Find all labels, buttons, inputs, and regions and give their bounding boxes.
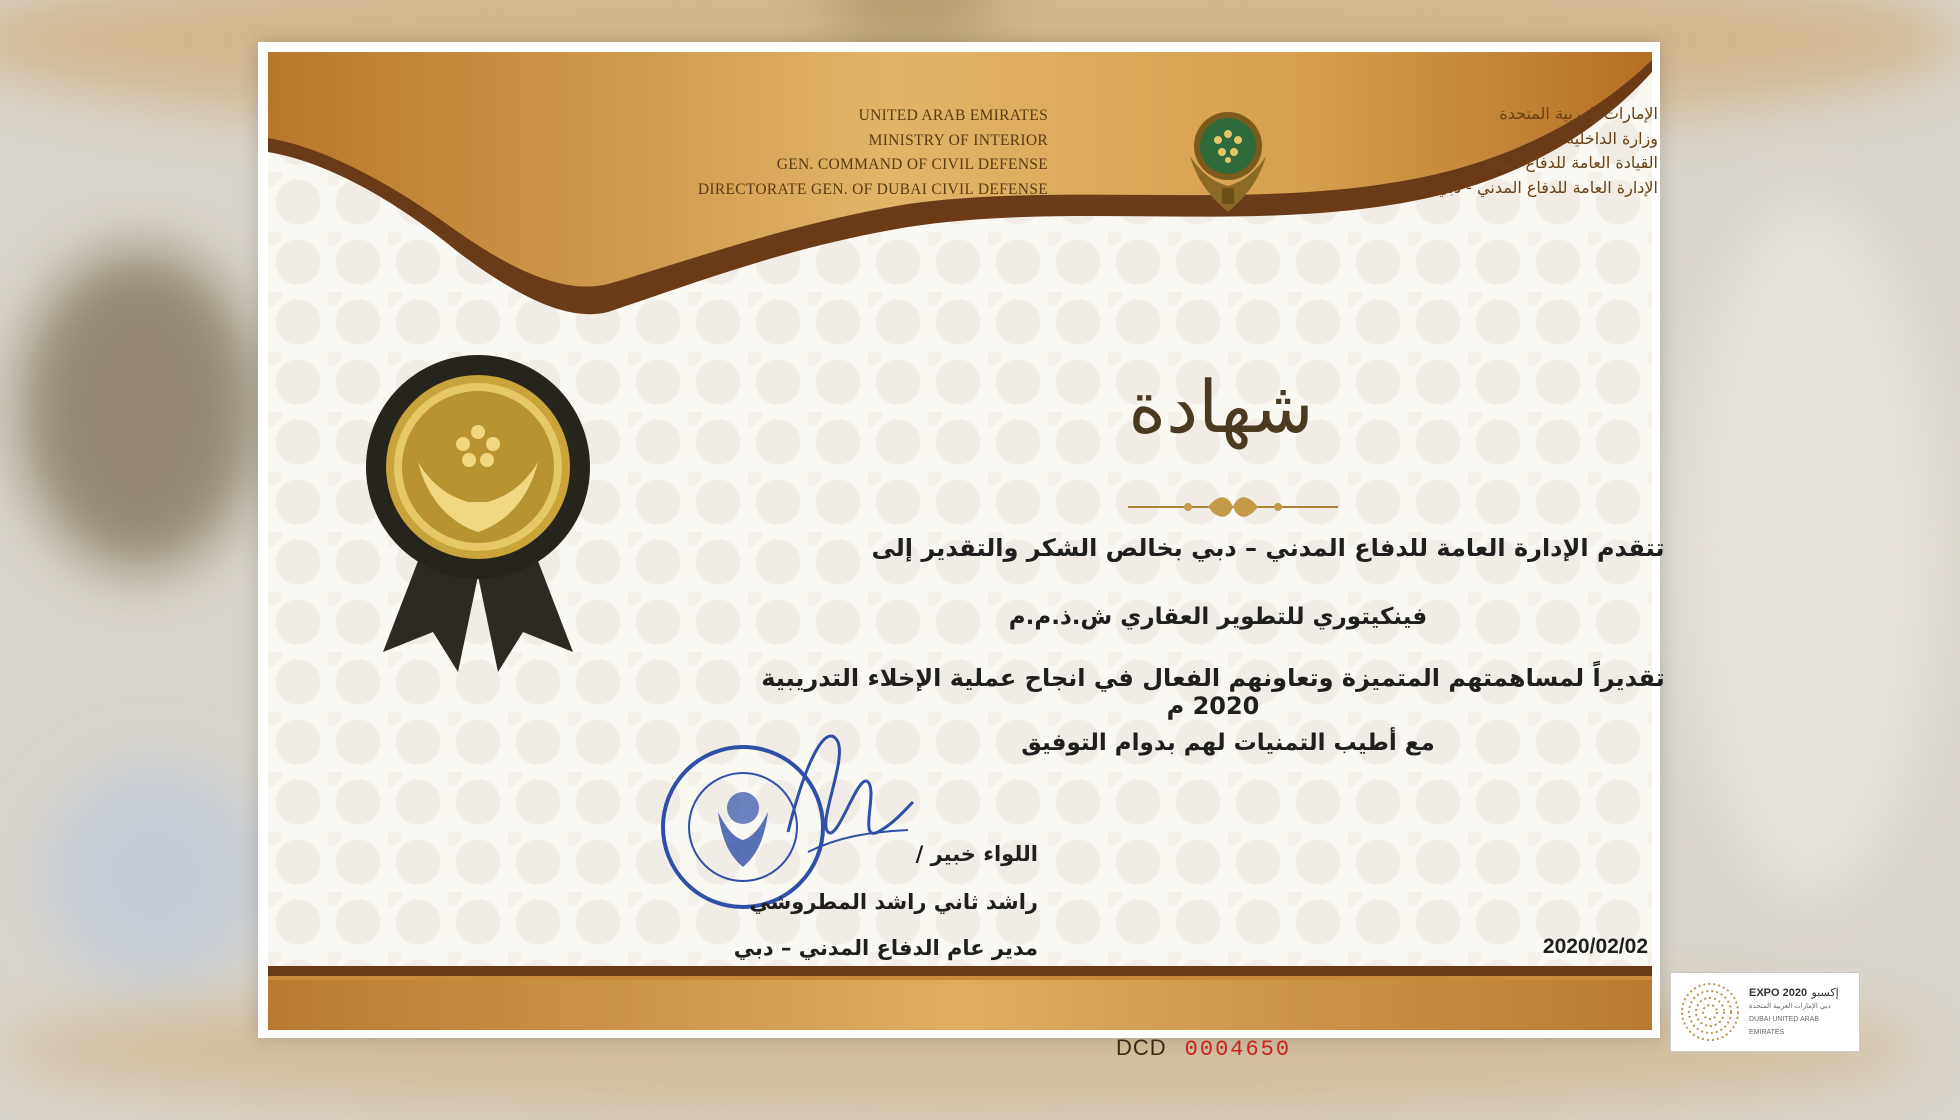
expo-badge xyxy=(1670,972,1860,1052)
header-english xyxy=(628,104,1048,202)
certificate-paper xyxy=(268,52,1839,1036)
signatory-position: مدير عام الدفاع المدني – دبي xyxy=(733,936,1038,960)
expo-name-en: EXPO 2020 xyxy=(1749,987,1808,999)
header-en-line-4: DIRECTORATE GEN. OF DUBAI CIVIL DEFENSE xyxy=(697,180,1048,198)
expo-text xyxy=(1749,985,1851,1039)
expo-subtitle-en: DUBAI UNITED ARAB EMIRATES xyxy=(1749,1016,1820,1036)
signatory-rank: اللواء خبير / xyxy=(915,842,1038,866)
certificate-title: شهادة xyxy=(1128,365,1314,449)
expo-subtitle-ar: دبي الإمارات العربية المتحدة xyxy=(1749,1003,1831,1010)
header-en-line-2: MINISTRY OF INTERIOR xyxy=(868,131,1048,149)
header-en-line-1: UNITED ARAB EMIRATES xyxy=(858,107,1048,124)
expo-name-ar: إكسبو xyxy=(1811,987,1839,999)
wishes-line: مع أطيب التمنيات لهم بدوام التوفيق xyxy=(1021,730,1435,756)
footer-band xyxy=(268,966,1652,1030)
issue-date: 2020/02/02 xyxy=(1542,935,1648,958)
certificate xyxy=(258,42,1839,1062)
header-wave xyxy=(268,52,1652,352)
header-ar-line-3: القيادة العامة للدفاع المدني xyxy=(1475,153,1658,172)
recipient-name: فينكيتوري للتطوير العقاري ش.ذ.م.م xyxy=(1008,604,1428,630)
expo-logo-icon xyxy=(1679,981,1741,1043)
header-ar-line-2: وزارة الداخلية xyxy=(1566,128,1658,148)
header-ar-line-4: الإدارة العامة للدفاع المدني - دبي xyxy=(1436,177,1658,197)
appreciation-line: تقديراً لمساهمتهم المتميزة وتعاونهم الفعال في انجاح عملية الإخلاء التدريبية 2020 م xyxy=(761,664,1665,720)
gold-seal-icon xyxy=(363,352,593,682)
thanks-line: تتقدم الإدارة العامة للدفاع المدني – دبي بخالص الشكر والتقدير إلى xyxy=(871,534,1665,562)
ornament-icon xyxy=(1128,492,1338,522)
uae-emblem-icon xyxy=(1180,104,1276,220)
serial-digits: 0004650 xyxy=(1184,1037,1292,1062)
header-en-line-3: GEN. COMMAND OF CIVIL DEFENSE xyxy=(776,156,1048,173)
header-ar-line-1: الإمارات العربية المتحدة xyxy=(1499,104,1658,123)
header-arabic xyxy=(1278,102,1658,200)
signatory-name: راشد ثاني راشد المطروشي xyxy=(749,890,1038,914)
serial-prefix: DCD xyxy=(1116,1035,1167,1060)
serial-number xyxy=(1116,1035,1291,1062)
